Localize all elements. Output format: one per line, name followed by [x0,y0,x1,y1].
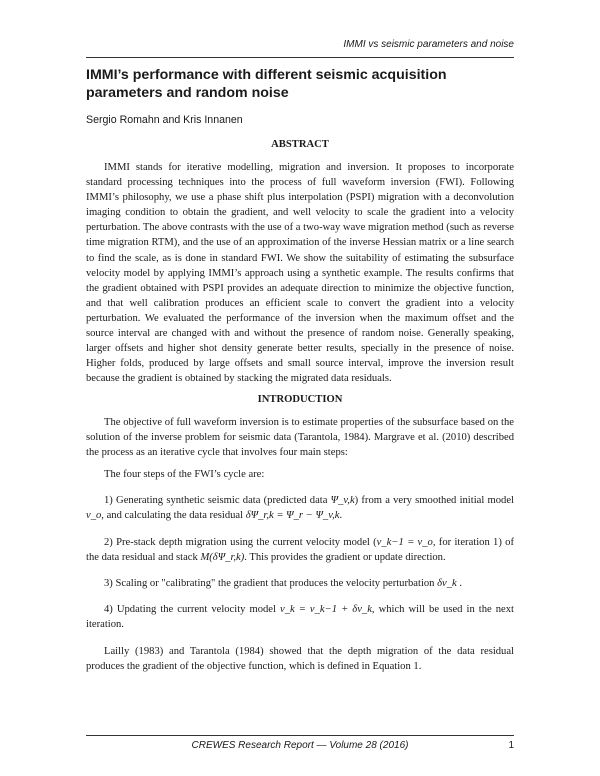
abstract-paragraph: IMMI stands for iterative modelling, migration and inversion. It proposes to incorporate standard processing techniques into the process of full waveform inversion (FWI). Following IMMI’s philosophy, we use a phase shift plus interpolation (PSPI) migration with a deconvolution imaging condition to obtain the gradient, and well velocity to scale the gradient into a velocity perturbation. The above contrasts with the use of a two-way wave migration method (such as reverse time migration RTM), and the use of an approximation of the inverse Hessian matrix or a line search to find the scale, as is done in standard FWI. We show the suitability of estimating the subsurface velocity model by applying IMMI’s approach using a synthetic example. The results confirms that the gradient obtained with PSPI provides an adequate direction to minimize the objective function, and that well calibration produces an efficient scale to convert the gradient into a velocity perturbation. We evaluated the performance of the inversion when the maximum offset and the source interval are changed with and without the presence of random noise. Generally speaking, larger offsets and higher shot density generate better results, specially in the presence of noise. Higher folds, produced by large offsets and small source interval, improve the inversion result because the gradient is obtained by stacking the migrated data residuals. [86,162,514,385]
abstract-heading: ABSTRACT [271,139,329,150]
step-4-text-b: , which will be used in the next iteration. [86,604,514,631]
step-3-paragraph [86,576,514,591]
step-1-text-a: 1) Generating synthetic seismic data (predicted data [104,495,331,506]
step-1-text-b: ) from a very smoothed initial model [354,495,514,506]
initial-model-math: v_o [86,510,102,522]
authors: Sergio Romahn and Kris Innanen [86,114,243,126]
footer-rule [86,735,514,736]
running-head: IMMI vs seismic parameters and noise [343,39,514,50]
header-rule [86,57,514,58]
velocity-update-math: v_k = v_k−1 + δv_k [280,604,372,615]
step-2-text-a: 2) Pre-stack depth migration using the current velocity model ( [104,537,377,548]
step-4-text-a: 4) Updating the current velocity model [104,604,280,615]
step-1-paragraph [86,493,514,523]
intro-steps-lead: The four steps of the FWI’s cycle are: [104,469,265,480]
intro-paragraph: The objective of full waveform inversion is to estimate properties of the subsurface based on the solution of the inverse problem for seismic data (Tarantola, 1984). Margrave et al. (2010) described the process as an iterative cycle that involves four main steps: [86,417,514,459]
step-2-text-b: , for iteration 1) of the data residual and stack [86,537,514,564]
velocity-model-math: v_k−1 = v_o [376,537,433,548]
data-residual-math: δΨ_r,k = Ψ_r − Ψ_v,k [245,510,340,522]
step-2-paragraph [86,535,514,565]
step-1-text-c: , and calculating the data residual [101,510,246,522]
step-1-text-d: . [339,510,343,522]
velocity-perturbation-math: δv_k [437,578,457,589]
step-3-text-a: 3) Scaling or "calibrating" the gradient that produces the velocity perturbation [104,578,438,589]
footer-report: CREWES Research Report — Volume 28 (2016) [191,740,409,751]
page-number: 1 [508,740,514,751]
step-3-text-b: . [456,578,463,589]
step-4-paragraph [86,602,514,632]
migration-stack-math: M(δΨ_r,k) [200,552,245,564]
introduction-heading: INTRODUCTION [257,394,343,405]
paper-title: IMMI’s performance with different seismic acquisition parameters and random noise [86,67,447,101]
predicted-data-math: Ψ_v,k [330,495,355,506]
step-2-text-c: . This provides the gradient or update direction. [244,552,446,564]
closing-paragraph: Lailly (1983) and Tarantola (1984) showed that the depth migration of the data residual produces the gradient of the objective function, which is defined in Equation 1. [86,646,514,673]
